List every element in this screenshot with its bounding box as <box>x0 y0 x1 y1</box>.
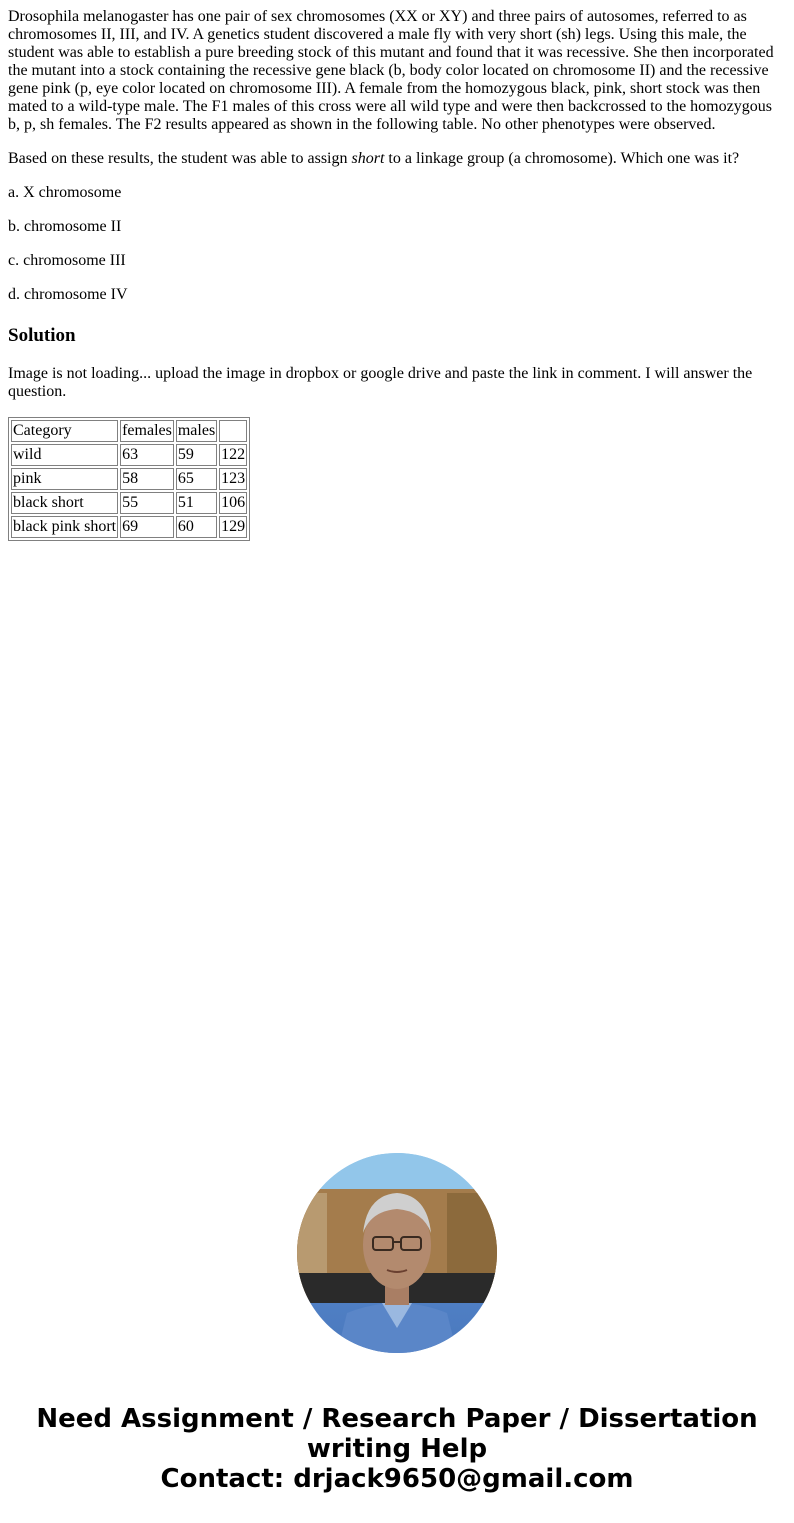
table-cell: 63 <box>120 444 174 466</box>
table-row <box>11 468 247 490</box>
table-cell: 69 <box>120 516 174 538</box>
option-c: c. chromosome III <box>8 252 126 269</box>
table-header-cell: Category <box>11 420 118 442</box>
question-prompt <box>8 150 778 168</box>
document-content <box>8 8 778 541</box>
table-cell: 58 <box>120 468 174 490</box>
table-cell: 55 <box>120 492 174 514</box>
table-cell: 123 <box>219 468 247 490</box>
table-row <box>11 492 247 514</box>
prompt-emphasis: short <box>351 150 385 167</box>
promo-line-2: writing Help <box>306 1434 488 1464</box>
promo-contact[interactable]: Contact: drjack9650@gmail.com <box>160 1464 634 1494</box>
table-header-cell: females <box>120 420 174 442</box>
table-cell: black short <box>11 492 118 514</box>
option-b: b. chromosome II <box>8 218 122 235</box>
table-cell: 129 <box>219 516 247 538</box>
table-cell: 122 <box>219 444 247 466</box>
table-cell: black pink short <box>11 516 118 538</box>
table-row <box>11 444 247 466</box>
prompt-text-before: Based on these results, the student was able to assign <box>8 150 352 167</box>
table-cell: 65 <box>176 468 217 490</box>
table-header-cell: males <box>176 420 217 442</box>
table-row <box>11 516 247 538</box>
table-header-cell <box>219 420 247 442</box>
promo-line-1: Need Assignment / Research Paper / Dissertation <box>36 1404 758 1434</box>
table-cell: 60 <box>176 516 217 538</box>
prompt-text-after: to a linkage group (a chromosome). Which one was it? <box>384 150 740 167</box>
table-cell: 59 <box>176 444 217 466</box>
promo-footer <box>0 1153 794 1494</box>
results-table <box>8 417 250 541</box>
option-d: d. chromosome IV <box>8 286 128 303</box>
table-cell: 106 <box>219 492 247 514</box>
question-paragraph: Drosophila melanogaster has one pair of sex chromosomes (XX or XY) and three pairs of autosomes, referred to as chromosomes II, III, and IV. A genetics student discovered a male fly with very short (sh) legs. Using this male, the student was able to establish a pure breeding stock of this mutant and found that it was recessive. She then incorporated the mutant into a stock containing the recessive gene black (b, body color located on chromosome II) and the recessive gene pink (p, eye color located on chromosome III). A female from the homozygous black, pink, short stock was then mated to a wild-type male. The F1 males of this cross were all wild type and were then backcrossed to the homozygous b, p, sh females. The F2 results appeared as shown in the following table. No other phenotypes were observed. <box>8 8 774 133</box>
option-a: a. X chromosome <box>8 184 122 201</box>
table-cell: 51 <box>176 492 217 514</box>
promo-text <box>0 1404 794 1494</box>
avatar <box>297 1153 497 1353</box>
avatar-portrait <box>297 1153 497 1353</box>
table-header-row <box>11 420 247 442</box>
solution-heading: Solution <box>8 325 76 346</box>
table-cell: pink <box>11 468 118 490</box>
table-cell: wild <box>11 444 118 466</box>
solution-text: Image is not loading... upload the image in dropbox or google drive and paste the link in comment. I will answer the question. <box>8 365 753 400</box>
